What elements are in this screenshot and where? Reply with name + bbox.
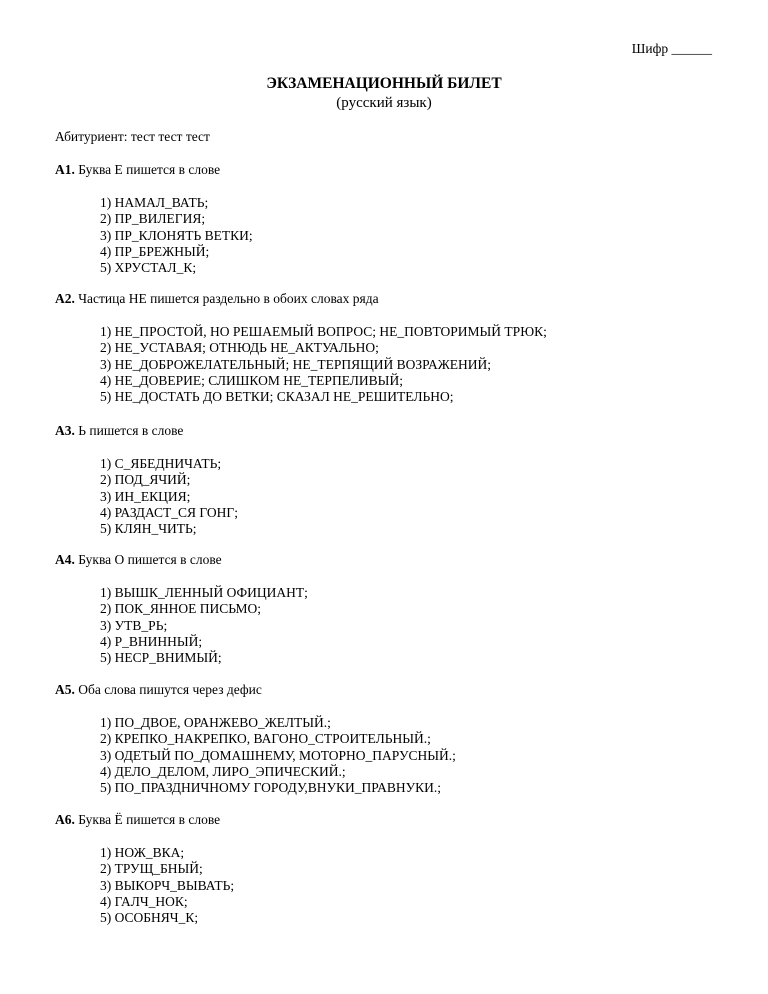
page-title: ЭКЗАМЕНАЦИОННЫЙ БИЛЕТ xyxy=(266,75,502,92)
question-text: Ь пишется в слове xyxy=(78,423,184,438)
question-heading xyxy=(55,423,715,439)
question-a3 xyxy=(55,423,715,537)
answer-option: 3) УТВ_РЬ; xyxy=(100,617,168,633)
question-heading xyxy=(55,291,715,307)
question-text: Буква Е пишется в слове xyxy=(78,162,221,177)
question-a4 xyxy=(55,552,715,666)
question-a5 xyxy=(55,682,715,796)
answer-option: 5) НЕСР_ВНИМЫЙ; xyxy=(100,649,222,665)
answer-option: 1) ПО_ДВОЕ, ОРАНЖЕВО_ЖЕЛТЫЙ.; xyxy=(100,715,331,731)
answer-option: 2) ПОД_ЯЧИЙ; xyxy=(100,472,191,488)
answer-option: 1) ВЫШК_ЛЕННЫЙ ОФИЦИАНТ; xyxy=(100,585,308,601)
question-heading xyxy=(55,812,715,828)
question-label: А6. xyxy=(55,812,75,827)
question-a1 xyxy=(55,162,715,276)
answer-option: 4) ГАЛЧ_НОК; xyxy=(100,893,188,909)
answer-option: 5) КЛЯН_ЧИТЬ; xyxy=(100,520,197,536)
answer-options xyxy=(55,195,715,276)
question-heading xyxy=(55,552,715,568)
question-text: Частица НЕ пишется раздельно в обоих словах ряда xyxy=(78,291,379,306)
cipher-field: Шифр ______ xyxy=(631,41,712,56)
question-text: Буква О пишется в слове xyxy=(78,552,222,567)
answer-options xyxy=(55,456,715,537)
question-label: А2. xyxy=(55,291,75,306)
question-text: Оба слова пишутся через дефис xyxy=(78,682,262,697)
answer-option: 2) НЕ_УСТАВАЯ; ОТНЮДЬ НЕ_АКТУАЛЬНО; xyxy=(100,340,379,356)
answer-option: 1) НЕ_ПРОСТОЙ, НО РЕШАЕМЫЙ ВОПРОС; НЕ_ПОВТОРИМЫЙ ТРЮК; xyxy=(100,324,547,340)
question-text: Буква Ё пишется в слове xyxy=(78,812,221,827)
page-subtitle: (русский язык) xyxy=(336,95,432,111)
answer-option: 5) ХРУСТАЛ_К; xyxy=(100,259,197,275)
answer-option: 4) Р_ВНИННЫЙ; xyxy=(100,633,203,649)
question-label: А4. xyxy=(55,552,75,567)
answer-option: 3) ОДЕТЫЙ ПО_ДОМАШНЕМУ, МОТОРНО_ПАРУСНЫЙ.; xyxy=(100,747,456,763)
answer-option: 4) РАЗДАСТ_СЯ ГОНГ; xyxy=(100,504,238,520)
applicant-line: Абитуриент: тест тест тест xyxy=(55,129,210,144)
question-label: А3. xyxy=(55,423,75,438)
answer-options xyxy=(55,715,715,796)
answer-option: 2) ПОК_ЯННОЕ ПИСЬМО; xyxy=(100,601,261,617)
answer-option: 3) НЕ_ДОБРОЖЕЛАТЕЛЬНЫЙ; НЕ_ТЕРПЯЩИЙ ВОЗРАЖЕНИЙ; xyxy=(100,356,492,372)
answer-option: 1) НАМАЛ_ВАТЬ; xyxy=(100,195,209,211)
answer-option: 2) ТРУЩ_БНЫЙ; xyxy=(100,861,203,877)
question-label: А5. xyxy=(55,682,75,697)
answer-option: 3) ИН_ЕКЦИЯ; xyxy=(100,488,191,504)
answer-option: 2) ПР_ВИЛЕГИЯ; xyxy=(100,211,206,227)
question-heading xyxy=(55,162,715,178)
answer-option: 5) ПО_ПРАЗДНИЧНОМУ ГОРОДУ,ВНУКИ_ПРАВНУКИ.; xyxy=(100,779,442,795)
question-label: А1. xyxy=(55,162,75,177)
question-a6 xyxy=(55,812,715,926)
question-a2 xyxy=(55,291,715,405)
answer-option: 5) НЕ_ДОСТАТЬ ДО ВЕТКИ; СКАЗАЛ НЕ_РЕШИТЕЛЬНО; xyxy=(100,388,454,404)
answer-option: 4) ДЕЛО_ДЕЛОМ, ЛИРО_ЭПИЧЕСКИЙ.; xyxy=(100,763,346,779)
answer-option: 5) ОСОБНЯЧ_К; xyxy=(100,909,199,925)
answer-option: 1) С_ЯБЕДНИЧАТЬ; xyxy=(100,456,222,472)
answer-option: 2) КРЕПКО_НАКРЕПКО, ВАГОНО_СТРОИТЕЛЬНЫЙ.; xyxy=(100,731,431,747)
answer-option: 3) ПР_КЛОНЯТЬ ВЕТКИ; xyxy=(100,227,253,243)
answer-options xyxy=(55,324,715,405)
answer-option: 1) НОЖ_ВКА; xyxy=(100,845,185,861)
answer-options xyxy=(55,845,715,926)
answer-options xyxy=(55,585,715,666)
answer-option: 4) НЕ_ДОВЕРИЕ; СЛИШКОМ НЕ_ТЕРПЕЛИВЫЙ; xyxy=(100,372,403,388)
question-heading xyxy=(55,682,715,698)
answer-option: 4) ПР_БРЕЖНЫЙ; xyxy=(100,243,210,259)
answer-option: 3) ВЫКОРЧ_ВЫВАТЬ; xyxy=(100,877,235,893)
